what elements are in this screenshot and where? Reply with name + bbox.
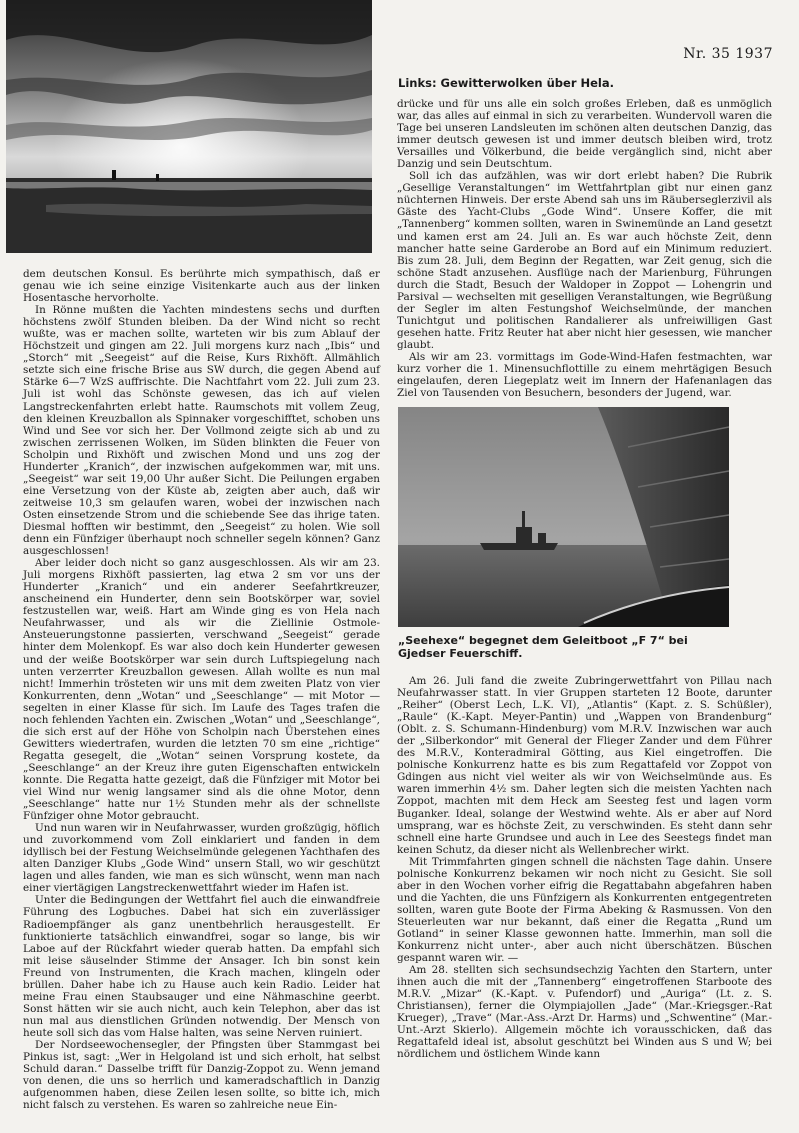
escort-ship-photo <box>398 407 729 627</box>
paragraph: Als wir am 23. vormittags im Gode-Wind-Hafen festmachten, war kurz vorher die 1. Minensuchflottille zu einem mehrtägigen Besuch eingelaufen, deren Liegeplatz weit im Innern der Hafenanlagen das Ziel von Tausenden von Besuchern, besonders der Jugend, war. <box>397 350 772 400</box>
paragraph: Der Nordseewochensegler, der Pfingsten über Stammgast bei Pinkus ist, sagt: „Wer in Helgoland ist und sich erholt, hat selbst Schuld daran.“ Dasselbe trifft für Danzig-Zoppot zu. Wenn jemand von denen, die uns so herrlich und kameradschaftlich in Danzig aufgenommen haben, diese Zeilen lesen sollte, so bitte ich, mich nicht falsch zu verstehen. Es waren so zahlreiche neue Ein- <box>23 1039 380 1112</box>
article-column-right-bottom <box>397 675 772 1061</box>
paragraph: Am 26. Juli fand die zweite Zubringerwettfahrt von Pillau nach Neufahrwasser statt. In vier Gruppen starteten 12 Boote, darunter „Reiher“ (Oberst Lech, L.K. VI), „Atlantis“ (Kapt. z. S. Schüßler), „Raule“ (K.-Kapt. Meyer-Pantin) und „Wappen von Brandenburg“ (Oblt. z. S. Schumann-Hindenburg) vom M.R.V. Inzwischen war auch der „Silberkondor“ mit General der Flieger Zander und dem Führer des M.R.V., Konteradmiral Götting, aus Kiel eingetroffen. Die polnische Konkurrenz hatte es bis zum Regattafeld vor Zoppot von Gdingen aus nicht viel weiter als wir von Weichselmünde aus. Es waren immerhin 4½ sm. Daher legten sich die meisten Yachten nach Zoppot, machten mit dem Heck am Seesteg fest und lagen vorm Buganker. Ideal, solange der Westwind wehte. Als er aber auf Nord umsprang, war es höchste Zeit, zu verschwinden. Es steht dann sehr schnell eine harte Grundsee und auch in Lee des Seestegs findet man keinen Schutz, da dieser nicht als Wellenbrecher wirkt. <box>397 675 772 856</box>
article-column-right-top <box>397 98 772 399</box>
paragraph: Soll ich das aufzählen, was wir dort erlebt haben? Die Rubrik „Gesellige Veranstaltungen“ im Wettfahrtplan gibt nur einen ganz nüchternen Hinweis. Der erste Abend sah uns im Räuberseglerzivil als Gäste des Yacht-Clubs „Gode Wind“. Unsere Koffer, die mit „Tannenberg“ kommen sollten, waren in Swinemünde an Land gesetzt und kamen erst am 24. Juli an. Es war auch höchste Zeit, denn mancher hatte seine Garderobe an Bord auf ein Minimum reduziert. Bis zum 28. Juli, dem Beginn der Regatten, war Zeit genug, sich die schöne Stadt anzusehen. Ausflüge nach der Marienburg, Führungen durch die Stadt, Besuch der Waldoper in Zoppot — Lohengrin und Parsival — wechselten mit geselligen Veranstaltungen, wie Begrüßung der Segler im alten Festungshof Weichselmünde, der manchen Tunichtgut und politischen Randalierer als unfreiwilligen Gast gesehen hatte. Fritz Reuter hat aber nicht hier gesessen, wie mancher glaubt. <box>397 170 772 351</box>
paragraph: Und nun waren wir in Neufahrwasser, wurden großzügig, höflich und zuvorkommend vom Zoll einklariert und fanden in dem idyllisch bei der Festung Weichselmünde gelegenen Yachthafen des alten Danziger Klubs „Gode Wind“ unsern Stall, wo wir geschützt lagen und alles fanden, wie man es sich wünscht, wenn man nach einer viertägigen Langstreckenwettfahrt wieder im Hafen ist. <box>23 822 380 895</box>
paragraph: Aber leider doch nicht so ganz ausgeschlossen. Als wir am 23. Juli morgens Rixhöft passierten, lag etwa 2 sm vor uns der Hunderter „Kranich“ und ein anderer Seefahrtkreuzer, anscheinend ein Hunderter, denn sein Bootskörper war, soviel festzustellen war, weiß. Hart am Winde ging es von Hela nach Neufahrwasser, und als wir die Ziellinie Ostmole-Ansteuerungstonne passierten, verschwand „Seegeist“ gerade hinter dem Molenkopf. Es war also doch kein Hunderter gewesen und der weiße Bootskörper war sein durch Luftspiegelung nach unten verzerrter Kreuzballon gewesen. Allah wollte es nun mal nicht! Immerhin trösteten wir uns mit dem zweiten Platz von vier Konkurrenten, denn „Wotan“ und „Seeschlange“ — mit Motor — segelten in einer Klasse für sich. Im Laufe des Tages trafen die noch fehlenden Yachten ein. Zwischen „Wotan“ und „Seeschlange“, die sich erst auf der Höhe von Scholpin nach Überstehen eines Gewitters wiedertrafen, wurden die letzten 70 sm eine „richtige“ Regatta gesegelt, die „Wotan“ seinen Vorsprung kostete, da „Seeschlange“ an der Kreuz ihre guten Eigenschaften entwickeln konnte. Die Regatta hatte gezeigt, daß die Fünfziger mit Motor bei viel Wind nur wenig langsamer sind als die ohne Motor, denn „Seeschlange“ hatte nur 1½ Stunden mehr als der schnellste Fünfziger ohne Motor gebraucht. <box>23 557 380 823</box>
paragraph: In Rönne mußten die Yachten mindestens sechs und durften höchstens zwölf Stunden bleiben. Da der Wind nicht so recht wußte, was er machen sollte, warteten wir bis zum Ablauf der Höchstzeit und gingen am 22. Juli morgens kurz nach „Ibis“ und „Storch“ mit „Seegeist“ auf die Reise, Kurs Rixhöft. Allmählich setzte sich eine frische Brise aus SW durch, die gegen Abend auf Stärke 6—7 WzS auffrischte. Die Nachtfahrt vom 22. Juli zum 23. Juli ist wohl das Schönste gewesen, das ich auf vielen Langstreckenfahrten erlebt hatte. Raumschots mit vollem Zeug, den kleinen Kreuzballon als Spinnaker vorgeschifftet, schoben uns Wind und See vor sich her. Der Vollmond zeigte sich ab und zu zwischen zerrissenen Wolken, im Süden blinkten die Feuer von Scholpin und Rixhöft und zwischen Mond und uns zog der Hunderter „Kranich“, der inzwischen aufgekommen war, mit uns. „Seegeist“ war seit 19,00 Uhr außer Sicht. Die Peilungen ergaben eine Versetzung von der Küste ab, zeigten aber auch, daß wir zeitweise 10,3 sm gelaufen waren, wobei der inzwischen nach Osten einsetzende Strom und die schiebende See das ihrige taten. Diesmal hofften wir bestimmt, den „Seegeist“ zu holen. Wie soll denn ein Fünfziger überhaupt noch schneller segeln können? Ganz ausgeschlossen! <box>23 304 380 558</box>
paragraph: Mit Trimmfahrten gingen schnell die nächsten Tage dahin. Unsere polnische Konkurrenz bekamen wir noch nicht zu Gesicht. Sie soll aber in den Wochen vorher eifrig die Regattabahn abgefahren haben und die Yachten, die uns Fünfzigern als Konkurrenten entgegentreten sollten, waren gute Boote der Firma Abeking & Rasmussen. Von den Steuerleuten war nur bekannt, daß einer die Regatta „Rund um Gotland“ in seiner Klasse gewonnen hatte. Immerhin, man soll die Konkurrenz nicht unter-, aber auch nicht überschätzen. Büschen gespannt waren wir. — <box>397 855 772 965</box>
paragraph: drücke und für uns alle ein solch großes Erleben, daß es unmöglich war, das alles auf einmal in sich zu verarbeiten. Wundervoll waren die Tage bei unseren Landsleuten im schönen alten deutschen Danzig, das immer deutsch gewesen ist und immer deutsch bleiben wird, trotz Versailles und Völkerbund, die beide vergänglich sind, nicht aber Danzig und sein Deutschtum. <box>397 98 772 171</box>
paragraph: Unter die Bedingungen der Wettfahrt fiel auch die einwandfreie Führung des Logbuches. Dabei hat sich ein zuverlässiger Radioempfänger als ganz unentbehrlich herausgestellt. Er funktionierte tatsächlich einwandfrei, sogar so lange, bis wir Laboe auf der Rückfahrt wieder querab hatten. Da empfahl sich mit leise säuselnder Stimme der Ansager. Ich bin sonst kein Freund von Instrumenten, die Krach machen, klingeln oder brüllen. Daher habe ich zu Hause auch kein Radio. Leider hat meine Frau einen Staubsauger und eine Nähmaschine geerbt. Sonst hätten wir sie auch nicht, auch kein Telephon, aber das ist nun mal aus dienstlichen Gründen notwendig. Der Mensch von heute soll sich das vom Halse halten, was seine Nerven ruiniert. <box>23 894 380 1039</box>
photo-caption-top: Links: Gewitterwolken über Hela. <box>398 76 615 90</box>
paragraph: dem deutschen Konsul. Es berührte mich sympathisch, daß er genau wie ich seine einzige Visitenkarte auch aus der linken Hosentasche hervorholte. <box>23 268 380 305</box>
photo-caption-ship: „Seehexe“ begegnet dem Geleitboot „F 7“ bei Gjedser Feuerschiff. <box>398 634 688 660</box>
issue-number: Nr. 35 1937 <box>683 46 773 62</box>
paragraph: Am 28. stellten sich sechsundsechzig Yachten den Startern, unter ihnen auch die mit der „Tannenberg“ eingetroffenen Starboote des M.R.V. „Mizar“ (K.-Kapt. v. Pufendorf) und „Auriga“ (Lt. z. S. Christiansen), ferner die Olympiajollen „Jade“ (Mar.-Kriegsger.-Rat Krueger), „Trave“ (Mar.-Ass.-Arzt Dr. Harms) und „Schwentine“ (Mar.-Unt.-Arzt Skierlo). Allgemein möchte ich vorausschicken, daß das Regattafeld ideal ist, absolut geschützt bei Winden aus S und W; bei nördlichem und östlichem Winde kann <box>397 964 772 1061</box>
article-column-left <box>23 268 380 1111</box>
storm-clouds-photo <box>6 0 372 253</box>
